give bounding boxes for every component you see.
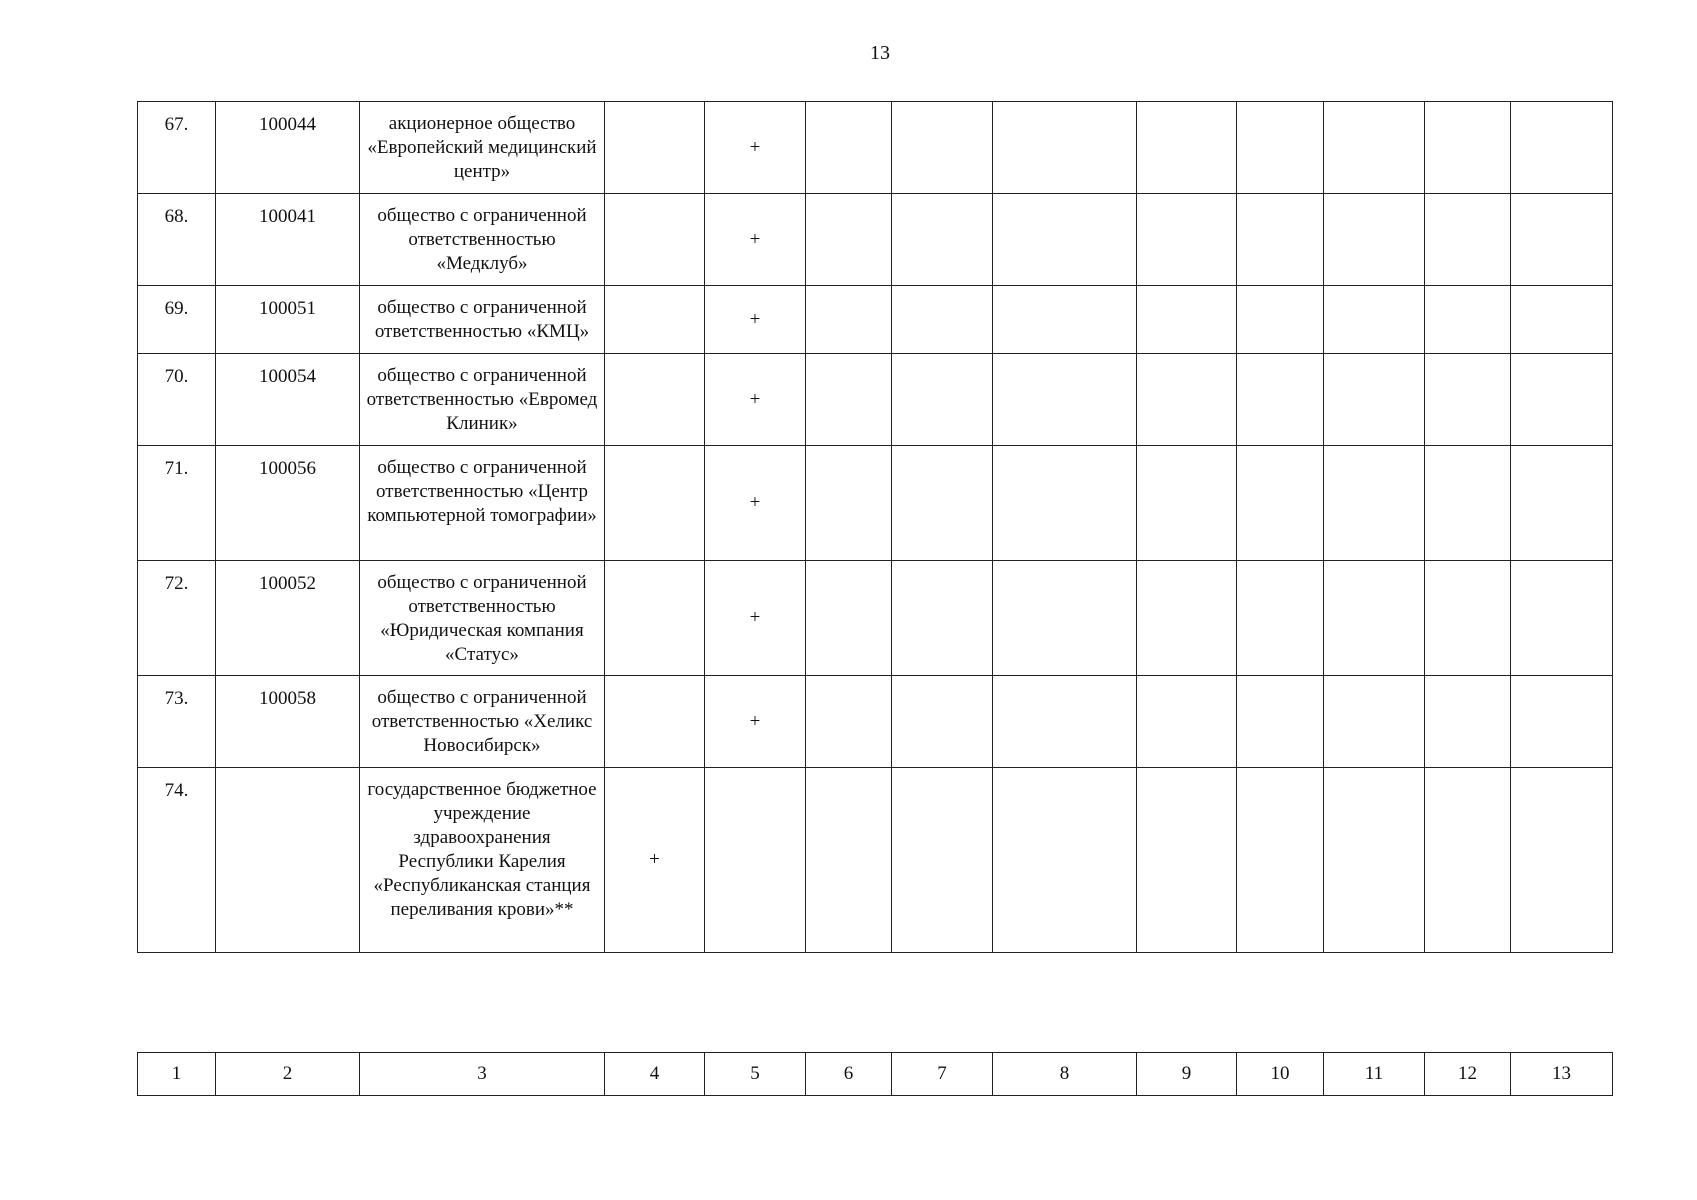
column-number-cell: 4 [605,1053,705,1096]
column-4-cell [605,446,705,561]
empty-cell-col-9 [1137,286,1237,354]
empty-cell-col-10 [1237,561,1324,676]
empty-cell-col-10 [1237,446,1324,561]
row-number-cell: 71. [138,446,216,561]
table-row [138,102,1613,194]
empty-cell-col-8 [993,768,1137,953]
column-number-cell: 11 [1324,1053,1425,1096]
empty-cell-col-7 [892,194,993,286]
column-4-cell [605,561,705,676]
column-number-cell: 2 [216,1053,360,1096]
row-number-cell: 72. [138,561,216,676]
table-row [138,676,1613,768]
empty-cell-col-12 [1425,561,1511,676]
registry-code-cell: 100044 [216,102,360,194]
column-5-cell [705,768,806,953]
empty-cell-col-8 [993,286,1137,354]
column-number-cell: 10 [1237,1053,1324,1096]
table-row [138,446,1613,561]
empty-cell-col-13 [1511,768,1613,953]
empty-cell-col-6 [806,768,892,953]
organization-name-cell: общество с ограниченной ответственностью «Медклуб» [360,194,605,286]
column-4-cell [605,102,705,194]
column-number-cell: 1 [138,1053,216,1096]
organization-name-cell: общество с ограниченной ответственностью «Евромед Клиник» [360,354,605,446]
empty-cell-col-13 [1511,676,1613,768]
empty-cell-col-9 [1137,194,1237,286]
registry-code-cell: 100054 [216,354,360,446]
empty-cell-col-8 [993,102,1137,194]
row-number-cell: 68. [138,194,216,286]
table-row [138,354,1613,446]
column-5-cell: + [705,561,806,676]
column-number-cell: 3 [360,1053,605,1096]
column-number-cell: 7 [892,1053,993,1096]
table-row [138,194,1613,286]
empty-cell-col-10 [1237,354,1324,446]
empty-cell-col-7 [892,561,993,676]
empty-cell-col-11 [1324,194,1425,286]
empty-cell-col-11 [1324,102,1425,194]
organization-name-cell: акционерное общество «Европейский медицинский центр» [360,102,605,194]
empty-cell-col-13 [1511,354,1613,446]
empty-cell-col-12 [1425,354,1511,446]
column-5-cell: + [705,194,806,286]
registry-code-cell: 100041 [216,194,360,286]
empty-cell-col-12 [1425,676,1511,768]
column-number-cell: 12 [1425,1053,1511,1096]
empty-cell-col-12 [1425,768,1511,953]
empty-cell-col-12 [1425,286,1511,354]
empty-cell-col-6 [806,286,892,354]
column-4-cell [605,286,705,354]
column-number-cell: 9 [1137,1053,1237,1096]
registry-table [137,101,1613,953]
row-number-cell: 70. [138,354,216,446]
empty-cell-col-10 [1237,768,1324,953]
empty-cell-col-9 [1137,676,1237,768]
empty-cell-col-8 [993,561,1137,676]
empty-cell-col-11 [1324,768,1425,953]
empty-cell-col-13 [1511,446,1613,561]
empty-cell-col-12 [1425,102,1511,194]
empty-cell-col-8 [993,446,1137,561]
empty-cell-col-6 [806,102,892,194]
organization-name-cell: общество с ограниченной ответственностью «КМЦ» [360,286,605,354]
empty-cell-col-7 [892,354,993,446]
column-number-row [138,1053,1613,1096]
empty-cell-col-11 [1324,286,1425,354]
column-number-cell: 13 [1511,1053,1613,1096]
empty-cell-col-10 [1237,286,1324,354]
row-number-cell: 74. [138,768,216,953]
empty-cell-col-11 [1324,561,1425,676]
organization-name-cell: государственное бюджетное учреждение здравоохранения Республики Карелия «Республиканская станция переливания крови»** [360,768,605,953]
table-row [138,561,1613,676]
empty-cell-col-11 [1324,676,1425,768]
registry-code-cell: 100056 [216,446,360,561]
empty-cell-col-7 [892,446,993,561]
column-5-cell: + [705,286,806,354]
registry-code-cell: 100051 [216,286,360,354]
empty-cell-col-9 [1137,561,1237,676]
column-4-cell [605,194,705,286]
column-5-cell: + [705,102,806,194]
empty-cell-col-6 [806,354,892,446]
empty-cell-col-10 [1237,102,1324,194]
column-number-cell: 5 [705,1053,806,1096]
empty-cell-col-7 [892,286,993,354]
registry-code-cell: 100058 [216,676,360,768]
page-number: 13 [870,42,890,64]
organization-name-cell: общество с ограниченной ответственностью «Юридическая компания «Статус» [360,561,605,676]
empty-cell-col-9 [1137,446,1237,561]
registry-code-cell: 100052 [216,561,360,676]
table-row [138,286,1613,354]
column-number-table [137,1052,1613,1096]
column-4-cell [605,676,705,768]
registry-code-cell [216,768,360,953]
empty-cell-col-6 [806,561,892,676]
empty-cell-col-10 [1237,676,1324,768]
column-4-cell: + [605,768,705,953]
row-number-cell: 67. [138,102,216,194]
column-5-cell: + [705,446,806,561]
row-number-cell: 73. [138,676,216,768]
empty-cell-col-13 [1511,102,1613,194]
empty-cell-col-8 [993,194,1137,286]
empty-cell-col-12 [1425,194,1511,286]
empty-cell-col-9 [1137,354,1237,446]
empty-cell-col-9 [1137,102,1237,194]
empty-cell-col-13 [1511,561,1613,676]
empty-cell-col-9 [1137,768,1237,953]
empty-cell-col-7 [892,768,993,953]
empty-cell-col-8 [993,676,1137,768]
empty-cell-col-10 [1237,194,1324,286]
column-5-cell: + [705,676,806,768]
empty-cell-col-13 [1511,194,1613,286]
empty-cell-col-11 [1324,446,1425,561]
column-5-cell: + [705,354,806,446]
empty-cell-col-6 [806,446,892,561]
column-number-cell: 8 [993,1053,1137,1096]
column-4-cell [605,354,705,446]
empty-cell-col-13 [1511,286,1613,354]
organization-name-cell: общество с ограниченной ответственностью «Хеликс Новосибирск» [360,676,605,768]
empty-cell-col-7 [892,676,993,768]
table-row [138,768,1613,953]
column-number-cell: 6 [806,1053,892,1096]
row-number-cell: 69. [138,286,216,354]
empty-cell-col-12 [1425,446,1511,561]
empty-cell-col-6 [806,194,892,286]
organization-name-cell: общество с ограниченной ответственностью «Центр компьютерной томографии» [360,446,605,561]
empty-cell-col-8 [993,354,1137,446]
empty-cell-col-11 [1324,354,1425,446]
empty-cell-col-6 [806,676,892,768]
empty-cell-col-7 [892,102,993,194]
